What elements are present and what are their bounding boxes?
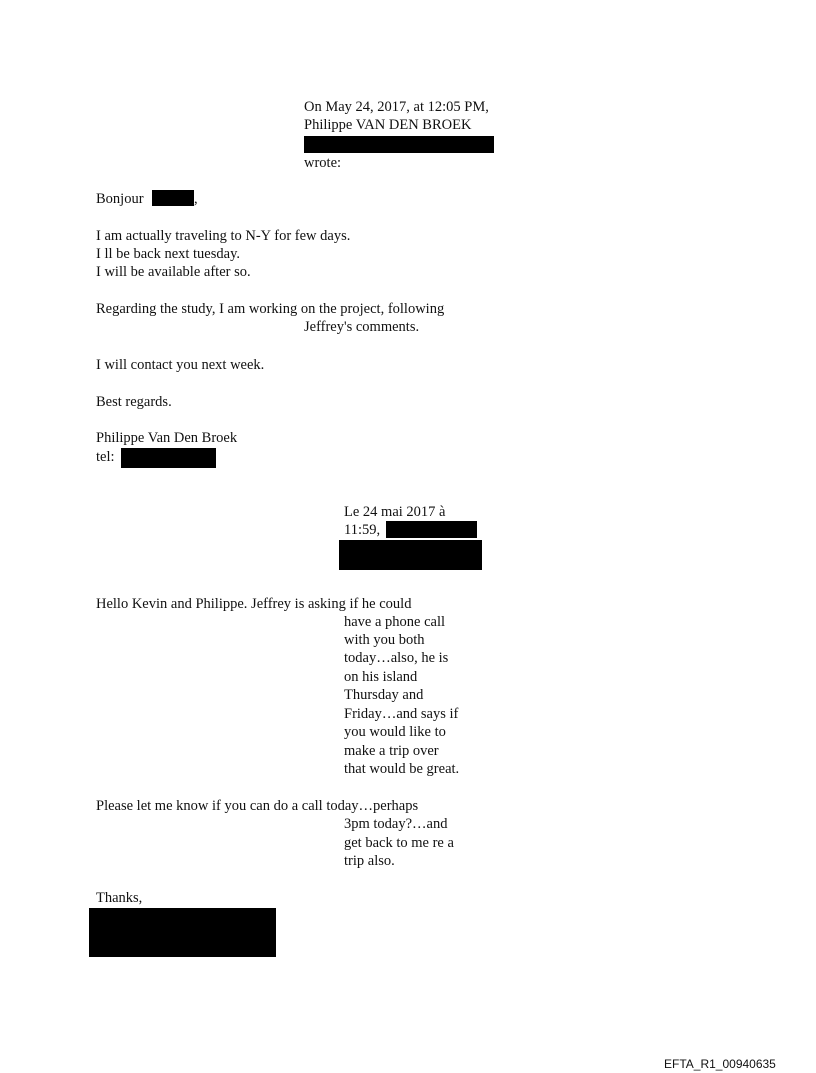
greeting-suffix: , [194,191,198,207]
header2-date-line: Le 24 mai 2017 à [344,504,446,520]
contact-line: I will contact you next week. [96,357,265,373]
para1-line-7: Friday…and says if [344,706,459,722]
para1-line-6: Thursday and [344,687,424,703]
para1-line-8: you would like to [344,724,446,740]
para1-line-1: Hello Kevin and Philippe. Jeffrey is asking if he could [96,596,412,612]
redaction-sender-email [304,136,494,153]
redaction-header2-sender [386,521,477,538]
signature-name: Philippe Van Den Broek [96,430,238,446]
redaction-signature [89,908,276,957]
para2-line-1: Please let me know if you can do a call today…perhaps [96,798,419,814]
travel-line-1: I am actually traveling to N-Y for few days. [96,228,351,244]
para1-line-5: on his island [344,669,418,685]
para1-line-10: that would be great. [344,761,460,777]
para1-line-3: with you both [344,632,425,648]
header1-date-line: On May 24, 2017, at 12:05 PM, [304,99,489,115]
header1-wrote: wrote: [304,155,342,171]
header2-time: 11:59, [344,522,381,538]
para1-line-9: make a trip over [344,743,439,759]
para2-line-3: get back to me re a [344,835,454,851]
redaction-greeting-name [152,190,194,206]
document-id: EFTA_R1_00940635 [664,1057,776,1071]
para1-line-4: today…also, he is [344,650,449,666]
signature-tel-label: tel: [96,449,115,465]
travel-line-3: I will be available after so. [96,264,251,280]
redaction-tel-number [121,448,216,468]
header1-sender-name: Philippe VAN DEN BROEK [304,117,472,133]
greeting-prefix: Bonjour [96,191,144,207]
regards-line: Best regards. [96,394,172,410]
redaction-header2-email [339,540,482,570]
para2-line-4: trip also. [344,853,395,869]
thanks-line: Thanks, [96,890,143,906]
para2-line-2: 3pm today?…and [344,816,448,832]
para1-line-2: have a phone call [344,614,446,630]
study-line-2: Jeffrey's comments. [304,319,420,335]
travel-line-2: I ll be back next tuesday. [96,246,241,262]
study-line-1: Regarding the study, I am working on the project, following [96,301,445,317]
